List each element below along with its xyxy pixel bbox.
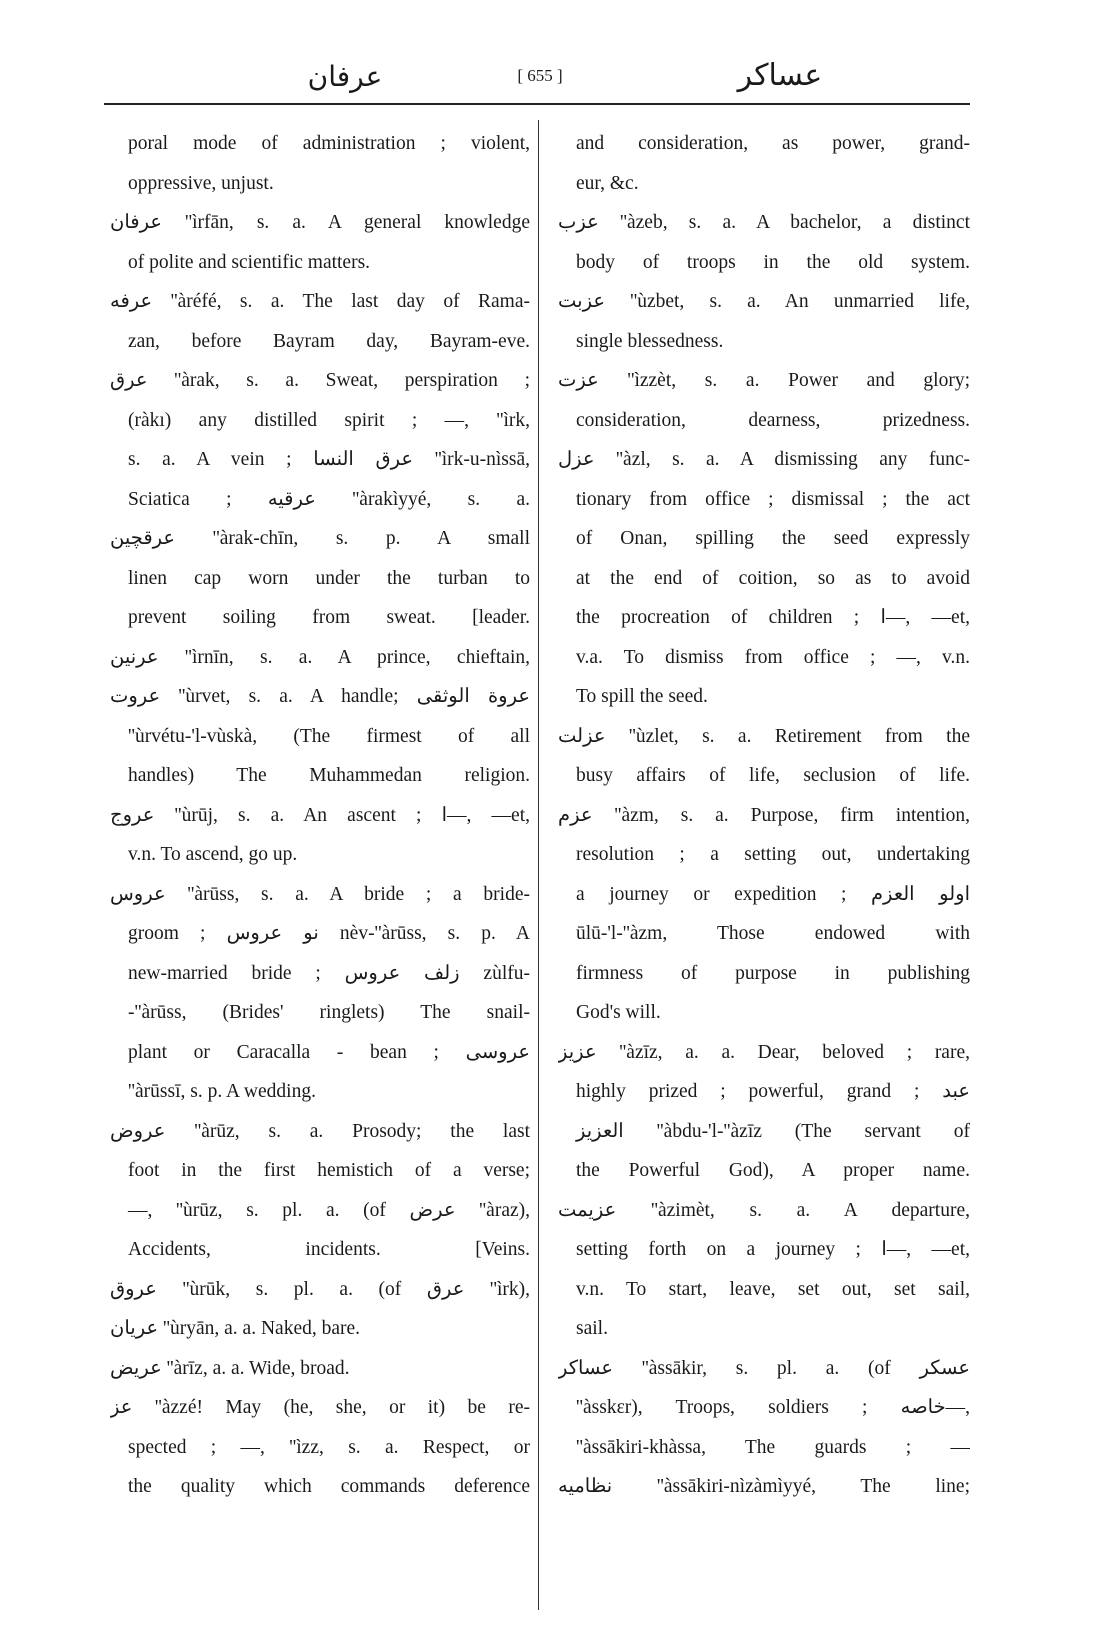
dictionary-line: consideration, dearness, prizedness. [576, 409, 970, 431]
dictionary-line: عرفه ''àréfé, s. a. The last day of Rama- [110, 291, 530, 312]
dictionary-line: ''àrūssī, s. p. A wedding. [128, 1081, 316, 1102]
dictionary-line: firmness of purpose in publishing [576, 962, 970, 984]
dictionary-line: عزت ''ìzzèt, s. a. Power and glory; [558, 370, 970, 391]
dictionary-line: نظاميه ''àssākiri-nìzàmìyyé, The line; [558, 1476, 970, 1497]
dictionary-line: foot in the first hemistich of a verse; [128, 1160, 530, 1181]
dictionary-line: عرقچين ''àrak-chīn, s. p. A small [110, 528, 530, 549]
dictionary-line: عريض ''àrīz, a. a. Wide, broad. [110, 1357, 350, 1379]
dictionary-line: عرق ''àrak, s. a. Sweat, perspiration ; [110, 370, 530, 391]
dictionary-line: single blessedness. [576, 330, 724, 352]
dictionary-line: prevent soiling from sweat. [leader. [128, 607, 530, 628]
dictionary-line: highly prized ; powerful, grand ; عبد [576, 1081, 970, 1102]
dictionary-line: v.n. To start, leave, set out, set sail, [576, 1278, 970, 1300]
dictionary-line: oppressive, unjust. [128, 172, 274, 194]
dictionary-line: groom ; نو عروس nèv-''àrūss, s. p. A [128, 923, 530, 944]
dictionary-line: sail. [576, 1318, 608, 1339]
dictionary-line: v.a. To dismiss from office ; —, v.n. [576, 646, 970, 668]
dictionary-line: عروج ''ùrūj, s. a. An ascent ; ا—, —et, [110, 804, 530, 826]
dictionary-line: of Onan, spilling the seed expressly [576, 528, 970, 549]
dictionary-line: spected ; —, ''ìzz, s. a. Respect, or [128, 1436, 530, 1458]
dictionary-line: عزلت ''ùzlet, s. a. Retirement from the [558, 725, 970, 747]
page-number: [ 655 ] [517, 66, 563, 85]
dictionary-line: عرفان ''ìrfān, s. a. A general knowledge [110, 212, 530, 233]
dictionary-line: v.n. To ascend, go up. [128, 844, 298, 865]
dictionary-line: Accidents, incidents. [Veins. [128, 1239, 530, 1260]
dictionary-line: عروض ''àrūz, s. a. Prosody; the last [110, 1120, 530, 1142]
dictionary-line: eur, &c. [576, 172, 639, 194]
dictionary-line: عروت ''ùrvet, s. a. A handle; عروة الوثقى [110, 686, 530, 707]
dictionary-line: عروس ''àrūss, s. a. A bride ; a bride- [110, 883, 530, 905]
dictionary-line: To spill the seed. [576, 686, 708, 707]
running-head-left: عرفان [307, 60, 383, 93]
dictionary-line: عز ''àzzé! May (he, she, or it) be re- [110, 1397, 530, 1418]
dictionary-line: linen cap worn under the turban to [128, 567, 530, 589]
dictionary-line: (ràkı) any distilled spirit ; —, ''ìrk, [128, 409, 530, 431]
dictionary-line: zan, before Bayram day, Bayram-eve. [128, 330, 530, 352]
dictionary-line: s. a. A vein ; عرق النسا ''ìrk-u-nìssā, [128, 449, 530, 470]
dictionary-line: Sciatica ; عرقيه ''àrakìyyé, s. a. [128, 488, 530, 510]
dictionary-line: عساكر ''àssākir, s. pl. a. (of عسكر [558, 1357, 970, 1379]
dictionary-line: عزبت ''ùzbet, s. a. An unmarried life, [558, 291, 970, 312]
dictionary-line: of polite and scientific matters. [128, 251, 371, 273]
column-divider [538, 120, 539, 1610]
dictionary-line: عزيز ''àzīz, a. a. Dear, beloved ; rare, [558, 1041, 970, 1063]
dictionary-line: العزيز ''àbdu-'l-''àzīz (The servant of [576, 1120, 970, 1142]
dictionary-line: tionary from office ; dismissal ; the act [576, 488, 970, 510]
dictionary-line: at the end of coition, so as to avoid [576, 567, 970, 589]
left-column [110, 124, 530, 1507]
dictionary-line: عزب ''àzeb, s. a. A bachelor, a distinct [558, 212, 970, 233]
dictionary-line: poral mode of administration ; violent, [128, 133, 530, 154]
dictionary-line: عريان ''ùryān, a. a. Naked, bare. [110, 1318, 361, 1339]
dictionary-line: عزم ''àzm, s. a. Purpose, firm intention, [558, 804, 970, 826]
dictionary-line: ūlū-'l-''àzm, Those endowed with [576, 923, 970, 944]
dictionary-line: resolution ; a setting out, undertaking [576, 844, 970, 865]
dictionary-line: ''ùrvétu-'l-vùskà, (The firmest of all [128, 725, 530, 747]
dictionary-line: God's will. [576, 1002, 661, 1023]
dictionary-line: عزل ''àzl, s. a. A dismissing any func- [558, 449, 970, 470]
dictionary-line: the procreation of children ; ا—, —et, [576, 607, 970, 628]
dictionary-line: new-married bride ; زلف عروس zùlfu- [128, 962, 530, 984]
dictionary-line: busy affairs of life, seclusion of life. [576, 765, 970, 786]
header-rule [104, 103, 970, 105]
dictionary-line: a journey or expedition ; اولو العزم [576, 883, 970, 905]
running-head-right: عساكر [737, 58, 823, 93]
dictionary-line: the Powerful God), A proper name. [576, 1160, 970, 1181]
dictionary-line: body of troops in the old system. [576, 251, 970, 273]
dictionary-line: —, ''ùrūz, s. pl. a. (of عرض ''àraz), [128, 1199, 530, 1221]
dictionary-line: عزيمت ''àzimèt, s. a. A departure, [558, 1199, 970, 1221]
dictionary-line: setting forth on a journey ; ا—, —et, [576, 1239, 970, 1260]
dictionary-line: handles) The Muhammedan religion. [128, 765, 530, 786]
dictionary-line: and consideration, as power, grand- [576, 133, 970, 154]
dictionary-line: ''àsskɛr), Troops, soldiers ; خاصه—, [576, 1397, 970, 1418]
dictionary-line: عروق ''ùrūk, s. pl. a. (of عرق ''ìrk), [110, 1278, 530, 1300]
dictionary-line: عرنين ''ìrnīn, s. a. A prince, chieftain, [110, 646, 530, 668]
dictionary-line: ''àssākiri-khàssa, The guards ; — [576, 1436, 970, 1458]
dictionary-line: plant or Caracalla - bean ; عروسى [128, 1041, 530, 1063]
right-column [558, 124, 970, 1507]
dictionary-line: the quality which commands deference [128, 1476, 530, 1497]
dictionary-line: -''àrūss, (Brides' ringlets) The snail- [128, 1002, 530, 1023]
